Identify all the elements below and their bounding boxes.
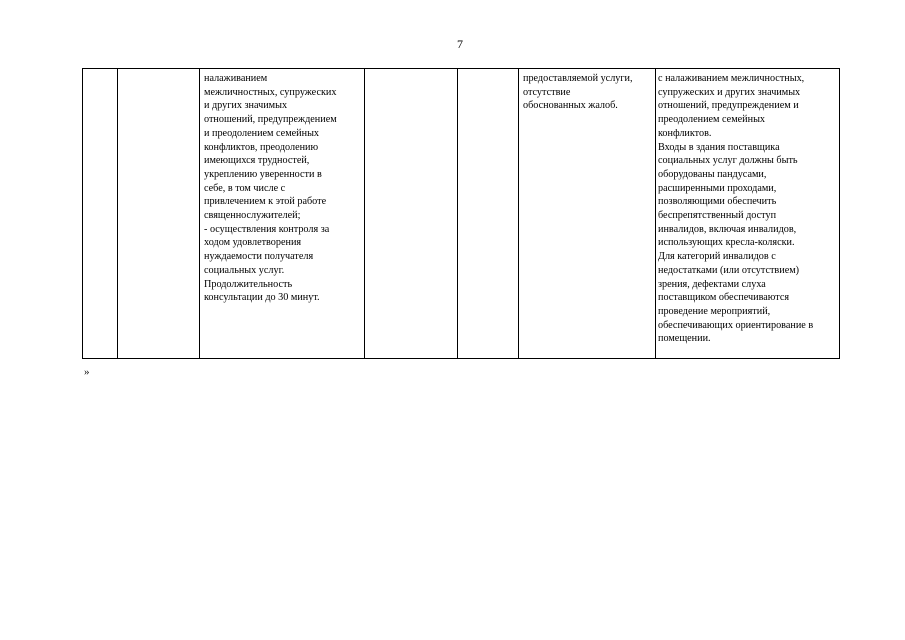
services-table: [82, 68, 840, 359]
table-cell-norm: [458, 69, 519, 359]
page-number: 7: [457, 37, 463, 51]
table-cell-timing: [365, 69, 458, 359]
cell-text: с налаживанием межличностных, супружеских и других значимых отношений, предупреждением и преодолением семейных конфликтов. Входы в здания поставщика социальных услуг должны быть оборудованы пандусами, расширенными проходами, позволяющими обеспечить беспрепятственный доступ инвалидов, включая инвалидов, использующих кресла-коляски. Для категорий инвалидов с недостатками (или отсутствием) зрения, дефектами слуха поставщиком обеспечиваются проведение мероприятий, обеспечивающих ориентирование в помещении.: [658, 73, 814, 345]
cell-text: предоставляемой услуги, отсутствие обоснованных жалоб.: [523, 73, 633, 112]
cell-text: налаживанием межличностных, супружеских и других значимых отношений, предупреждением и преодолением семейных конфликтов, преодолению имеющихся трудностей, укреплению уверенности в себе, в том числе с привлечением к этой работе священнослужителей; - осуществления контроля за ходом удовлетворения нуждаемости получателя социальных услуг. Продолжительность консультации до 30 минут.: [204, 73, 337, 304]
table-cell-description: [200, 69, 365, 359]
table-cell-quality-indicators: [519, 69, 656, 359]
table-cell-conditions: [656, 69, 840, 359]
table-row: [83, 69, 840, 359]
table-cell-number: [83, 69, 118, 359]
closing-quote-mark: »: [84, 366, 90, 378]
table-cell-service-name: [118, 69, 200, 359]
